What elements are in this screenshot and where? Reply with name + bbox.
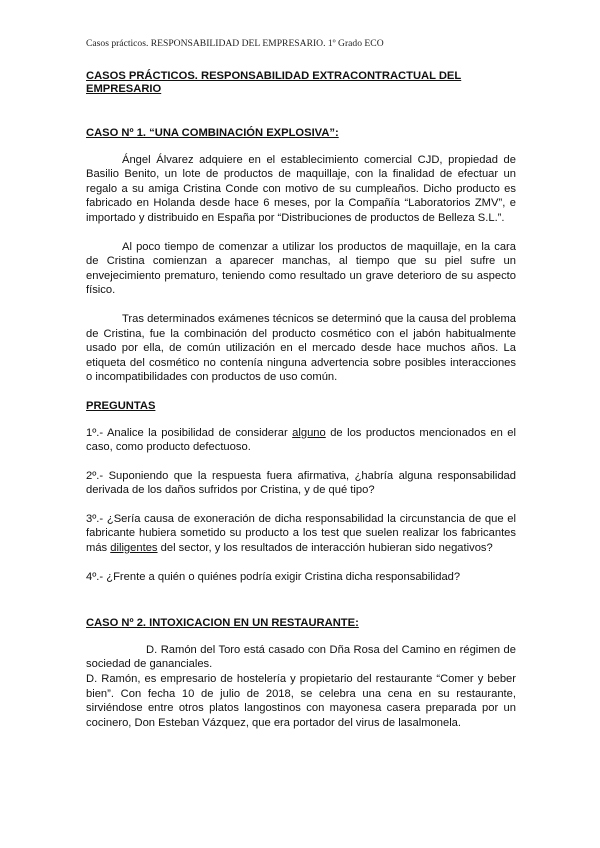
- question-4: 4º.- ¿Frente a quién o quiénes podría exigir Cristina dicha responsabilidad?: [86, 570, 461, 583]
- running-header: Casos prácticos. RESPONSABILIDAD DEL EMPRESARIO. 1º Grado ECO: [86, 38, 384, 49]
- case2-paragraph-1: D. Ramón del Toro está casado con Dña Rosa del Camino en régimen de sociedad de gananciales.: [86, 643, 516, 671]
- case1-paragraph-1: Ángel Álvarez adquiere en el establecimiento comercial CJD, propiedad de Basilio Benito, un lote de productos de maquillaje, con la finalidad de efectuar un regalo a su amiga Cristina Conde con motivo de su cumpleaños. Dicho producto es fabricado en Holanda desde hace 6 meses, por la Compañía “Laboratorios ZMV”, e importado y distribuido en España por “Distribuciones de productos de Belleza S.L.”.: [86, 153, 516, 224]
- case1-title: CASO Nº 1. “UNA COMBINACIÓN EXPLOSIVA”:: [86, 127, 339, 139]
- question-1-underlined: alguno: [292, 426, 326, 439]
- case2-title: CASO Nº 2. INTOXICACION EN UN RESTAURANTE:: [86, 617, 359, 630]
- question-1-text-b: de los productos mencionados en el caso, como producto defectuoso.: [86, 426, 516, 454]
- section-spacer: [86, 598, 516, 616]
- case1-paragraph-3: Tras determinados exámenes técnicos se determinó que la causa del problema de Cristina, fue la combinación del producto cosmético con el jabón habitualmente usado por ella, de común utilización en el mercado desde hace muchos años. La etiqueta del cosmético no contenía ninguna advertencia sobre posibles interacciones o incompatibilidades con productos de uso común.: [86, 312, 516, 384]
- document-body: [86, 70, 516, 730]
- question-2: 2º.- Suponiendo que la respuesta fuera afirmativa, ¿habría alguna responsabilidad derivada de los daños sufridos por Cristina, y de qué tipo?: [86, 469, 516, 497]
- document-title: CASOS PRÁCTICOS. RESPONSABILIDAD EXTRACONTRACTUAL DEL EMPRESARIO: [86, 70, 462, 95]
- question-1-text-a: 1º.- Analice la posibilidad de considerar: [86, 426, 293, 439]
- question-3-underlined: diligentes: [110, 542, 158, 555]
- question-3: [86, 512, 516, 556]
- question-3-text-b: del sector, y los resultados de interacción hubieran sido negativos?: [157, 542, 493, 555]
- question-3-text-a: 3º.- ¿Sería causa de exoneración de dicha responsabilidad la circunstancia de que el fabricante hubiera sometido su producto a los test que suelen realizar los fabricantes más: [86, 512, 516, 555]
- case1-paragraph-2: Al poco tiempo de comenzar a utilizar los productos de maquillaje, en la cara de Cristina comienzan a aparecer manchas, al tiempo que su piel sufre un envejecimiento prematuro, teniendo como resultado un grave deterioro de su aspecto físico.: [86, 240, 516, 297]
- question-1: [86, 426, 516, 455]
- case2-paragraph-2: D. Ramón, es empresario de hostelería y propietario del restaurante “Comer y beber bien”. Con fecha 10 de julio de 2018, se celebra una cena en su restaurante, sirviéndose entre otros platos langostinos con mayonesa casera preparada por un cocinero, Don Esteban Vázquez, que era portador del virus de lasalmonela.: [86, 673, 516, 729]
- questions-heading: PREGUNTAS: [86, 399, 156, 412]
